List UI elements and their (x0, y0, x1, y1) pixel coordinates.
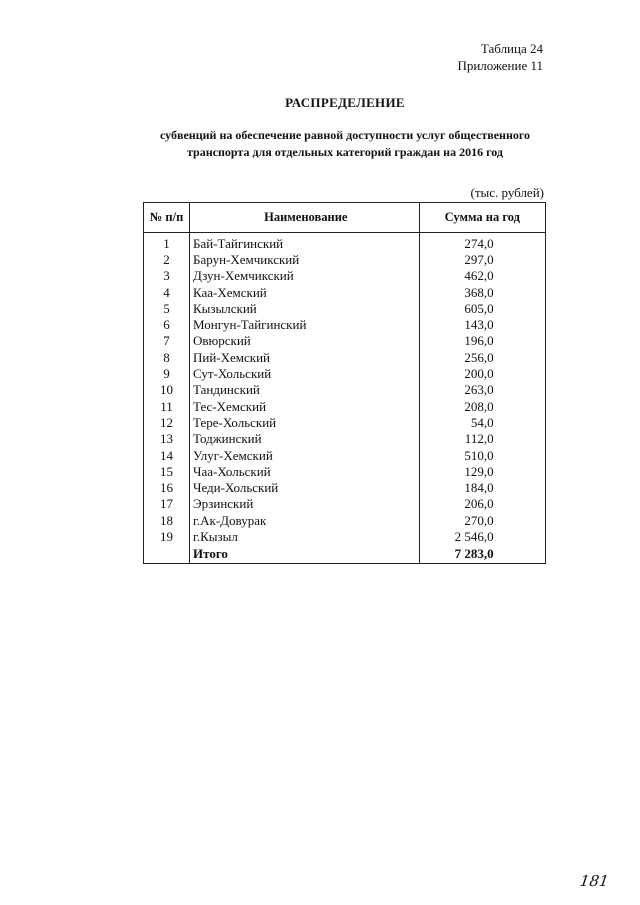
table-header-row (144, 203, 546, 233)
row-name: Сут-Хольский (190, 365, 420, 381)
row-number: 4 (144, 284, 190, 300)
row-name: Монгун-Тайгинский (190, 316, 420, 332)
row-number: 13 (144, 431, 190, 447)
row-sum: 270,0 (464, 512, 494, 528)
row-sum-cell (419, 479, 545, 495)
row-name: Улуг-Хемский (190, 447, 420, 463)
row-sum: 263,0 (464, 382, 494, 398)
row-sum-cell (419, 382, 545, 398)
row-name: Чаа-Хольский (190, 463, 420, 479)
row-sum: 605,0 (464, 300, 494, 316)
table-row (144, 251, 546, 267)
row-sum: 196,0 (464, 333, 494, 349)
table-row (144, 284, 546, 300)
table-row (144, 268, 546, 284)
row-sum: 112,0 (464, 431, 494, 447)
table-row (144, 333, 546, 349)
row-sum: 2 546,0 (454, 528, 494, 544)
row-sum-cell (419, 284, 545, 300)
row-name: Тес-Хемский (190, 398, 420, 414)
row-name: Дзун-Хемчикский (190, 268, 420, 284)
row-sum: 256,0 (464, 349, 494, 365)
row-number: 10 (144, 382, 190, 398)
row-number: 14 (144, 447, 190, 463)
row-sum: 206,0 (464, 496, 494, 512)
table-row (144, 300, 546, 316)
row-sum: 129,0 (464, 463, 494, 479)
appendix-label: Приложение 11 (457, 58, 543, 73)
row-name: Каа-Хемский (190, 284, 420, 300)
row-name: г.Ак-Довурак (190, 512, 420, 528)
row-sum-cell (419, 300, 545, 316)
row-name: Тоджинский (190, 431, 420, 447)
row-number: 12 (144, 414, 190, 430)
row-sum: 208,0 (464, 398, 494, 414)
row-number: 18 (144, 512, 190, 528)
row-sum: 510,0 (464, 447, 494, 463)
row-number: 7 (144, 333, 190, 349)
row-sum-cell (419, 365, 545, 381)
table-row (144, 414, 546, 430)
subtitle-line-2: транспорта для отдельных категорий граждан на 2016 год (187, 145, 503, 159)
document-title: РАСПРЕДЕЛЕНИЕ (285, 95, 405, 110)
row-number: 15 (144, 463, 190, 479)
total-number-cell (144, 545, 190, 564)
table-total-row (144, 545, 546, 564)
row-sum: 143,0 (464, 317, 494, 333)
table-row (144, 479, 546, 495)
subtitle-line-1: субвенций на обеспечение равной доступности услуг общественного (159, 128, 531, 142)
row-sum: 184,0 (464, 480, 494, 496)
document-subtitle (0, 127, 640, 161)
table-row (144, 512, 546, 528)
row-name: Тере-Хольский (190, 414, 420, 430)
table-body (144, 233, 546, 545)
table-row (144, 528, 546, 544)
table-row (144, 382, 546, 398)
row-sum-cell (419, 512, 545, 528)
table-row (144, 349, 546, 365)
row-name: Тандинский (190, 382, 420, 398)
row-name: Чеди-Хольский (190, 479, 420, 495)
row-number: 16 (144, 479, 190, 495)
column-header-number: № п/п (144, 203, 190, 233)
table-row (144, 233, 546, 252)
row-sum-cell (419, 398, 545, 414)
row-number: 3 (144, 268, 190, 284)
total-sum-cell (419, 545, 545, 564)
row-name: г.Кызыл (190, 528, 420, 544)
row-number: 17 (144, 496, 190, 512)
table-row (144, 431, 546, 447)
row-sum: 54,0 (470, 414, 494, 430)
table-row (144, 365, 546, 381)
table-row (144, 463, 546, 479)
column-header-sum: Сумма на год (419, 203, 545, 233)
row-number: 19 (144, 528, 190, 544)
row-number: 8 (144, 349, 190, 365)
row-sum-cell (419, 333, 545, 349)
table-row (144, 496, 546, 512)
table-row (144, 398, 546, 414)
row-name: Барун-Хемчикский (190, 251, 420, 267)
row-sum-cell (419, 349, 545, 365)
row-sum: 200,0 (464, 366, 494, 382)
total-sum: 7 283,0 (454, 546, 494, 562)
row-name: Кызылский (190, 300, 420, 316)
distribution-table (143, 202, 546, 564)
row-sum: 368,0 (464, 284, 494, 300)
row-sum: 462,0 (464, 268, 494, 284)
row-sum-cell (419, 463, 545, 479)
row-sum-cell (419, 251, 545, 267)
row-sum-cell (419, 431, 545, 447)
row-number: 9 (144, 365, 190, 381)
total-label: Итого (190, 545, 420, 564)
row-number: 6 (144, 316, 190, 332)
row-sum-cell (419, 268, 545, 284)
column-header-name: Наименование (190, 203, 420, 233)
row-sum-cell (419, 414, 545, 430)
row-number: 1 (144, 233, 190, 252)
row-name: Эрзинский (190, 496, 420, 512)
row-name: Бай-Тайгинский (190, 233, 420, 252)
table-row (144, 447, 546, 463)
row-sum-cell (419, 316, 545, 332)
row-sum-cell (419, 528, 545, 544)
row-sum-cell (419, 233, 545, 252)
row-name: Пий-Хемский (190, 349, 420, 365)
table-label: Таблица 24 (480, 41, 543, 56)
row-sum: 297,0 (464, 251, 494, 267)
table-row (144, 316, 546, 332)
units-label: (тыс. рублей) (470, 185, 544, 200)
row-sum-cell (419, 496, 545, 512)
row-sum: 274,0 (464, 235, 494, 251)
page-number: 181 (579, 872, 611, 890)
row-sum-cell (419, 447, 545, 463)
row-name: Овюрский (190, 333, 420, 349)
row-number: 5 (144, 300, 190, 316)
row-number: 2 (144, 251, 190, 267)
row-number: 11 (144, 398, 190, 414)
